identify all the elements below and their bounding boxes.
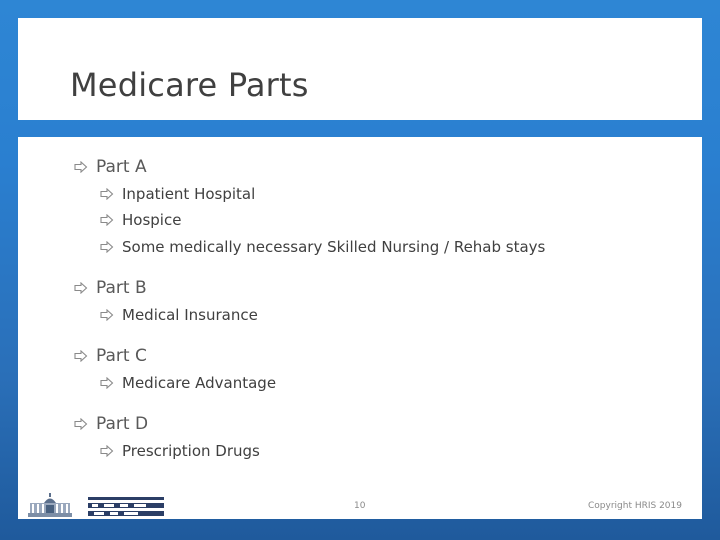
bullet-part-a	[74, 156, 147, 178]
bullet-arrow-icon	[100, 377, 114, 389]
bullet-arrow-icon	[74, 350, 88, 362]
content-panel	[18, 137, 702, 519]
bullet-arrow-icon	[100, 188, 114, 200]
sub-bullet-hospice	[100, 210, 181, 230]
copyright-text: Copyright HRIS 2019	[588, 501, 682, 511]
bullet-label: Part A	[96, 157, 147, 177]
sub-bullet-label: Medicare Advantage	[122, 374, 277, 392]
sub-bullet-label: Prescription Drugs	[122, 442, 260, 460]
bullet-arrow-icon	[100, 241, 114, 253]
sub-bullet-medical-insurance	[100, 305, 258, 325]
bullet-arrow-icon	[74, 161, 88, 173]
page-number: 10	[354, 501, 366, 511]
sub-bullet-skilled-nursing	[100, 237, 545, 257]
slide-title: Medicare Parts	[70, 66, 309, 104]
bullet-part-d	[74, 413, 148, 435]
sub-bullet-medicare-advantage	[100, 373, 276, 393]
sub-bullet-label: Inpatient Hospital	[122, 185, 256, 203]
sub-bullet-label: Some medically necessary Skilled Nursing / Rehab stays	[122, 238, 546, 256]
bullet-arrow-icon	[74, 282, 88, 294]
sub-bullet-prescription-drugs	[100, 441, 260, 461]
bullet-arrow-icon	[74, 418, 88, 430]
title-panel	[18, 18, 702, 120]
sub-bullet-inpatient	[100, 184, 255, 204]
capitol-building-logo-icon	[28, 493, 168, 519]
bullet-part-b	[74, 277, 147, 299]
bullet-label: Part D	[96, 414, 149, 434]
bullet-arrow-icon	[100, 214, 114, 226]
bullet-label: Part C	[96, 346, 147, 366]
sub-bullet-label: Hospice	[122, 211, 182, 229]
bullet-part-c	[74, 345, 147, 367]
bullet-arrow-icon	[100, 309, 114, 321]
sub-bullet-label: Medical Insurance	[122, 306, 258, 324]
bullet-label: Part B	[96, 278, 147, 298]
bullet-arrow-icon	[100, 445, 114, 457]
